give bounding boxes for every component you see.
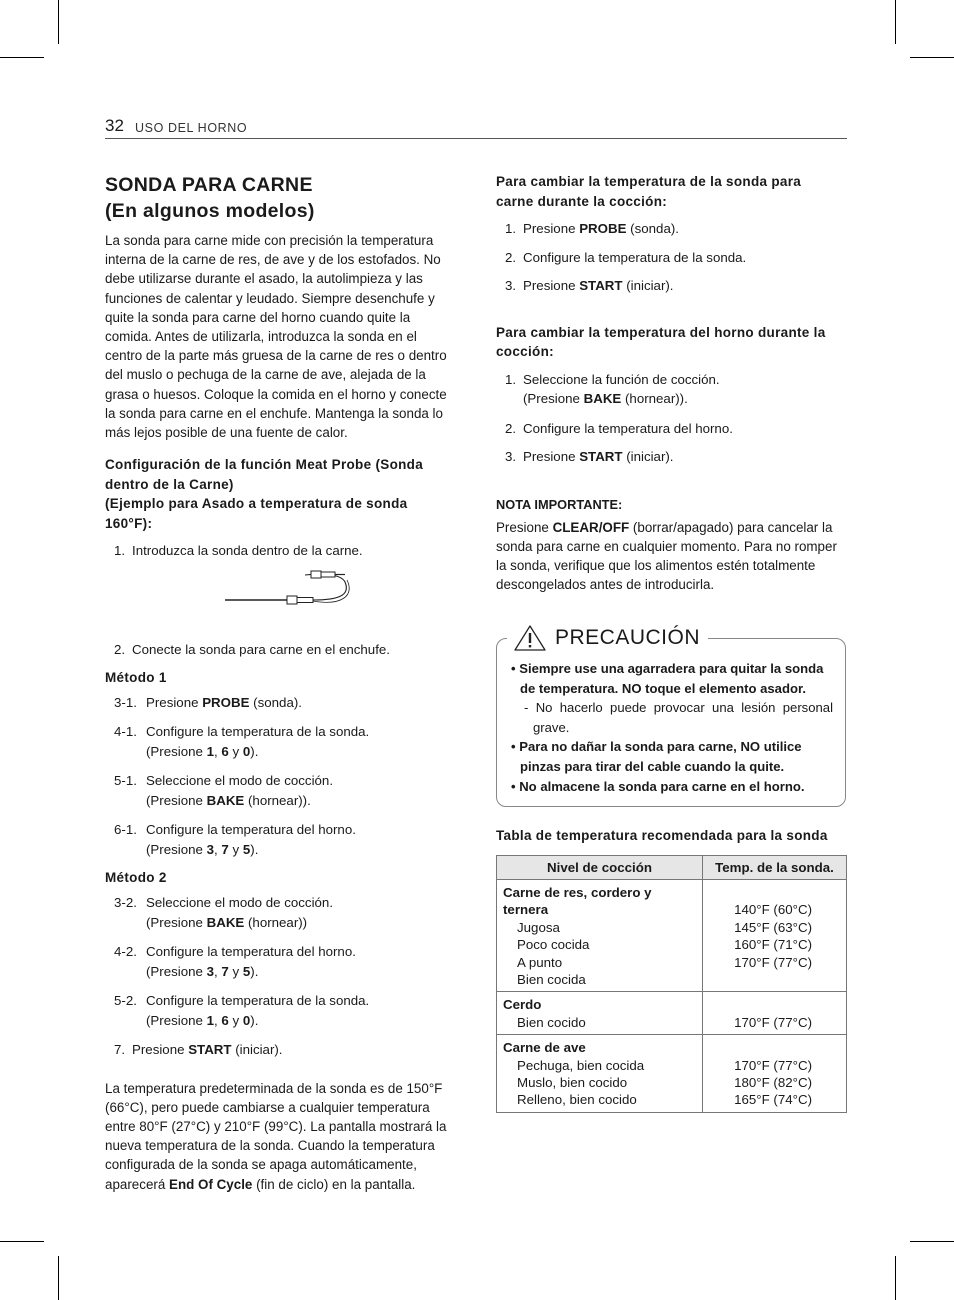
temperature-value: 170°F (77°C) bbox=[734, 954, 812, 970]
temperature-cell bbox=[703, 992, 847, 1035]
crop-mark bbox=[895, 1256, 896, 1300]
step-text: Configure la temperatura del horno. bbox=[523, 420, 733, 436]
step-text: Configure la temperatura del horno. bbox=[146, 822, 356, 838]
display-message: End Of Cycle bbox=[169, 1176, 253, 1192]
step-text: ). bbox=[250, 841, 259, 857]
key: 3 bbox=[206, 841, 215, 857]
step-number: 2. bbox=[505, 249, 517, 265]
temperature-value: 170°F (77°C) bbox=[734, 1014, 812, 1030]
section-heading bbox=[105, 172, 451, 224]
step-text: (sonda). bbox=[249, 694, 302, 710]
method-2-title: Método 2 bbox=[105, 870, 167, 886]
oven-step-3 bbox=[496, 447, 850, 467]
column-header: Nivel de cocción bbox=[497, 856, 703, 880]
config-heading-line-1: Configuración de la función Meat Probe (Sonda dentro de la Carne) bbox=[105, 457, 424, 492]
step-number: 1. bbox=[114, 542, 126, 558]
step-text: Configure la temperatura de la sonda. bbox=[523, 249, 747, 265]
crop-mark bbox=[0, 1241, 44, 1242]
caution-label: PRECAUCIÓN bbox=[555, 626, 701, 649]
left-column bbox=[105, 172, 451, 1194]
table-title: Tabla de temperatura recomendada para la sonda bbox=[496, 828, 828, 843]
step-text: (Presione bbox=[523, 391, 584, 407]
step-7 bbox=[105, 1040, 451, 1060]
caution-content bbox=[511, 659, 833, 796]
table-row bbox=[497, 1035, 847, 1113]
step-text: Seleccione la función de cocción. bbox=[523, 371, 720, 387]
doneness-level: Poco cocida bbox=[517, 937, 590, 953]
button-name: START bbox=[579, 449, 623, 465]
column-header: Temp. de la sonda. bbox=[703, 856, 847, 880]
crop-mark bbox=[910, 1241, 954, 1242]
paragraph-text: (borrar/apagado) para cancelar la sonda para carne en cualquier momento. Para no romper la sonda, verifique que los alimentos estén totalmente descongelados antes de introducirla. bbox=[496, 519, 837, 593]
meat-group-name: Carne de ave bbox=[503, 1040, 586, 1056]
page-header bbox=[105, 116, 847, 139]
key: 1 bbox=[206, 743, 215, 759]
step-text: (iniciar). bbox=[622, 278, 674, 294]
section-title: USO DEL HORNO bbox=[135, 121, 248, 135]
paragraph-text: La temperatura predeterminada de la sonda es de 150°F (66°C), pero puede cambiarse a cualquier temperatura entre 80°F (27°C) y 210°F (99°C). La pantalla mostrará la nueva temperatura de la sonda. Cuando la temperatura configurada de la sonda se apaga automáticamente, aparecerá bbox=[105, 1080, 447, 1192]
step-3-2 bbox=[105, 893, 451, 932]
oven-step-1 bbox=[496, 370, 850, 409]
separator: y bbox=[228, 743, 243, 759]
key: 5 bbox=[242, 963, 251, 979]
separator: , bbox=[214, 743, 222, 759]
step-number: 5-1. bbox=[114, 773, 137, 789]
method-2-steps bbox=[105, 893, 451, 1060]
step-text: Configure la temperatura de la sonda. bbox=[146, 993, 370, 1009]
separator: y bbox=[228, 1012, 243, 1028]
oven-change-heading: Para cambiar la temperatura del horno durante la cocción: bbox=[496, 324, 826, 360]
table-row bbox=[497, 880, 847, 992]
doneness-level: A punto bbox=[517, 954, 563, 970]
doneness-level: Pechuga, bien cocida bbox=[517, 1057, 645, 1073]
temperature-value: 170°F (77°C) bbox=[734, 1057, 812, 1073]
step-number: 3. bbox=[505, 278, 517, 294]
step-text: (hornear)) bbox=[244, 914, 308, 930]
crop-mark bbox=[58, 1256, 59, 1300]
step-text: (iniciar). bbox=[231, 1042, 283, 1058]
probe-temperature-table bbox=[496, 855, 847, 1113]
step-text: Seleccione el modo de cocción. bbox=[146, 895, 334, 911]
config-heading-line-2: (Ejemplo para Asado a temperatura de sonda 160°F): bbox=[105, 496, 408, 532]
table-header-row bbox=[497, 856, 847, 880]
step-text: (iniciar). bbox=[622, 449, 674, 465]
step-4-1 bbox=[105, 722, 451, 761]
step-text: Introduzca la sonda dentro de la carne. bbox=[132, 542, 363, 558]
meat-group-name: Cerdo bbox=[503, 997, 542, 1013]
step-number: 2. bbox=[505, 420, 517, 436]
table-row bbox=[497, 992, 847, 1035]
step-text: Configure la temperatura de la sonda. bbox=[146, 724, 370, 740]
meat-probe-illustration bbox=[105, 566, 451, 626]
doneness-level: Muslo, bien cocido bbox=[517, 1075, 628, 1091]
button-name: BAKE bbox=[583, 391, 622, 407]
step-number: 1. bbox=[505, 221, 517, 237]
step-number: 3. bbox=[505, 449, 517, 465]
temperature-value: 165°F (74°C) bbox=[734, 1092, 812, 1108]
step-text: (Presione bbox=[146, 841, 207, 857]
caution-subitem: - No hacerlo puede provocar una lesión personal grave. bbox=[524, 700, 833, 735]
step-number: 7. bbox=[114, 1042, 126, 1058]
button-name: PROBE bbox=[202, 694, 250, 710]
doneness-level: Bien cocida bbox=[517, 972, 586, 988]
step-text: Presione bbox=[523, 449, 580, 465]
note-title: NOTA IMPORTANTE: bbox=[496, 496, 623, 512]
separator: y bbox=[228, 963, 243, 979]
step-text: Presione bbox=[132, 1042, 189, 1058]
step-text: Configure la temperatura del horno. bbox=[146, 944, 356, 960]
step-4-2 bbox=[105, 942, 451, 981]
step-text: (hornear)). bbox=[244, 792, 311, 808]
paragraph-text: (fin de ciclo) en la pantalla. bbox=[252, 1176, 416, 1192]
doneness-cell bbox=[497, 992, 703, 1035]
step-5-2 bbox=[105, 991, 451, 1030]
warning-icon bbox=[513, 624, 547, 652]
probe-step-3 bbox=[496, 276, 850, 296]
step-text: Conecte la sonda para carne en el enchufe. bbox=[132, 642, 390, 658]
step-number: 2. bbox=[114, 642, 126, 658]
separator: , bbox=[214, 1012, 222, 1028]
page-number: 32 bbox=[105, 116, 124, 135]
crop-mark bbox=[0, 57, 44, 58]
doneness-cell bbox=[497, 1035, 703, 1113]
caution-item: • No almacene la sonda para carne en el horno. bbox=[511, 778, 805, 794]
key: 3 bbox=[206, 963, 215, 979]
caution-box bbox=[496, 626, 846, 807]
caution-item: • Para no dañar la sonda para carne, NO utilice pinzas para tirar del cable cuando la quite. bbox=[511, 739, 802, 774]
probe-step-1 bbox=[496, 219, 850, 239]
setup-steps-continued bbox=[105, 640, 451, 660]
key: 0 bbox=[242, 743, 251, 759]
temperature-value: 145°F (63°C) bbox=[734, 919, 812, 935]
note-paragraph bbox=[496, 518, 850, 595]
setup-steps bbox=[105, 541, 451, 561]
doneness-level: Jugosa bbox=[517, 919, 560, 935]
temperature-value: 140°F (60°C) bbox=[734, 902, 812, 918]
temperature-value: 160°F (71°C) bbox=[734, 937, 812, 953]
doneness-level: Bien cocido bbox=[517, 1014, 586, 1030]
crop-mark bbox=[895, 0, 896, 44]
button-name: BAKE bbox=[206, 792, 245, 808]
button-name: START bbox=[188, 1042, 232, 1058]
key: 5 bbox=[242, 841, 251, 857]
crop-mark bbox=[910, 57, 954, 58]
step-text: (Presione bbox=[146, 792, 207, 808]
step-text: Seleccione el modo de cocción. bbox=[146, 773, 334, 789]
key: 0 bbox=[242, 1012, 251, 1028]
method-1-steps bbox=[105, 693, 451, 860]
step-1 bbox=[105, 541, 451, 561]
button-name: START bbox=[579, 278, 623, 294]
heading-line-2: (En algunos modelos) bbox=[105, 200, 315, 222]
step-text: Presione bbox=[523, 278, 580, 294]
step-number: 4-1. bbox=[114, 724, 137, 740]
step-number: 4-2. bbox=[114, 944, 137, 960]
temperature-cell bbox=[703, 880, 847, 992]
paragraph-text: Presione bbox=[496, 519, 553, 535]
step-5-1 bbox=[105, 771, 451, 810]
step-text: ). bbox=[250, 963, 259, 979]
key: 6 bbox=[221, 1012, 229, 1028]
step-text: ). bbox=[250, 1012, 259, 1028]
key: 6 bbox=[221, 743, 229, 759]
step-text: Presione bbox=[146, 694, 203, 710]
step-3-1 bbox=[105, 693, 451, 713]
step-2 bbox=[105, 640, 451, 660]
step-number: 3-1. bbox=[114, 694, 137, 710]
key: 7 bbox=[221, 841, 229, 857]
button-name: CLEAR/OFF bbox=[552, 519, 630, 535]
heading-line-1: SONDA PARA CARNE bbox=[105, 174, 313, 196]
step-text: (sonda). bbox=[626, 221, 679, 237]
probe-change-steps bbox=[496, 219, 850, 296]
intro-paragraph: La sonda para carne mide con precisión la temperatura interna de la carne de res, de ave y de los estofados. No debe utilizarse durante el asado, la autolimpieza y las funciones de calentar y leudado. Siempre desenchufe y quite la sonda para carne del horno cuando quite la comida. Antes de utilizarla, introduzca la sonda en el centro de la parte más gruesa de la carne de res o dentro del muslo o pechuga de la carne de ave, alejada de la grasa o huesos. Coloque la comida en el horno y conecte la sonda para carne en el enchufe. Mantenga la sonda lo más lejos posible de una fuente de calor. bbox=[105, 233, 447, 441]
separator: , bbox=[214, 841, 222, 857]
probe-step-2 bbox=[496, 248, 850, 268]
separator: , bbox=[214, 963, 222, 979]
oven-step-2 bbox=[496, 419, 850, 439]
button-name: PROBE bbox=[579, 221, 627, 237]
step-text: (Presione bbox=[146, 963, 207, 979]
default-temp-paragraph bbox=[105, 1079, 451, 1194]
key: 7 bbox=[221, 963, 229, 979]
doneness-level: Relleno, bien cocido bbox=[517, 1092, 637, 1108]
key: 1 bbox=[206, 1012, 215, 1028]
step-number: 5-2. bbox=[114, 993, 137, 1009]
method-1-title: Método 1 bbox=[105, 669, 167, 685]
caution-title bbox=[507, 623, 708, 653]
step-number: 6-1. bbox=[114, 822, 137, 838]
step-text: Presione bbox=[523, 221, 580, 237]
crop-mark bbox=[58, 0, 59, 44]
temperature-cell bbox=[703, 1035, 847, 1113]
step-number: 1. bbox=[505, 371, 517, 387]
temperature-value: 180°F (82°C) bbox=[734, 1075, 812, 1091]
step-text: ). bbox=[250, 743, 259, 759]
separator: y bbox=[228, 841, 243, 857]
probe-change-heading: Para cambiar la temperatura de la sonda para carne durante la cocción: bbox=[496, 174, 802, 209]
step-text: (hornear)). bbox=[621, 391, 688, 407]
oven-change-steps bbox=[496, 370, 850, 467]
step-text: (Presione bbox=[146, 914, 207, 930]
meat-group-name: Carne de res, cordero y ternera bbox=[503, 885, 652, 918]
step-text: (Presione bbox=[146, 1012, 207, 1028]
step-number: 3-2. bbox=[114, 895, 137, 911]
step-text: (Presione bbox=[146, 743, 207, 759]
right-column bbox=[496, 172, 850, 595]
button-name: BAKE bbox=[206, 914, 245, 930]
doneness-cell bbox=[497, 880, 703, 992]
config-heading bbox=[105, 455, 451, 533]
caution-item: • Siempre use una agarradera para quitar la sonda de temperatura. NO toque el elemento asador. bbox=[511, 661, 824, 696]
step-6-1 bbox=[105, 820, 451, 859]
